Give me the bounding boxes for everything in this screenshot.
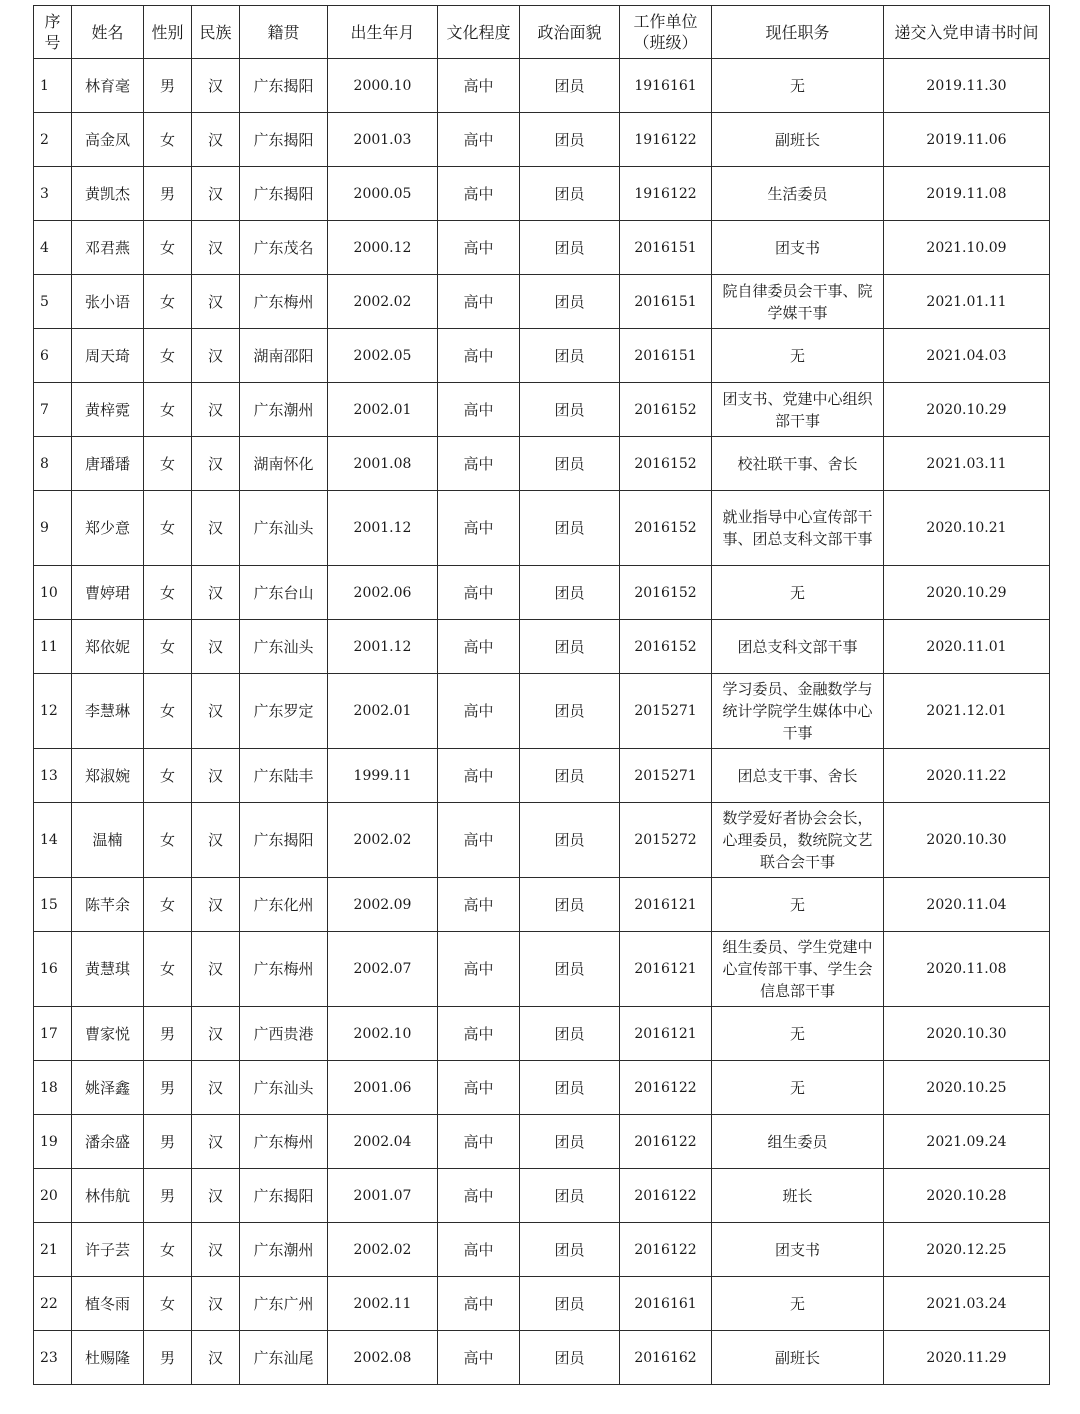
cell-application-date: 2021.10.09	[884, 221, 1050, 275]
cell-name: 曹家悦	[72, 1007, 144, 1061]
cell-political-status: 团员	[520, 329, 620, 383]
cell-index: 14	[34, 803, 72, 878]
cell-education: 高中	[438, 878, 520, 932]
cell-political-status: 团员	[520, 932, 620, 1007]
table-row	[34, 878, 1050, 932]
cell-political-status: 团员	[520, 275, 620, 329]
cell-ethnicity: 汉	[192, 1277, 240, 1331]
cell-birth-month: 2002.11	[328, 1277, 438, 1331]
cell-political-status: 团员	[520, 383, 620, 437]
header-ethnicity: 民族	[192, 6, 240, 59]
table-row	[34, 1007, 1050, 1061]
cell-index: 9	[34, 491, 72, 566]
cell-name: 周天琦	[72, 329, 144, 383]
table-row	[34, 113, 1050, 167]
cell-name: 李慧琳	[72, 674, 144, 749]
cell-work-unit: 2016152	[620, 566, 712, 620]
cell-native-place: 广东汕尾	[240, 1331, 328, 1385]
cell-birth-month: 2000.10	[328, 59, 438, 113]
cell-name: 潘余盛	[72, 1115, 144, 1169]
cell-native-place: 广东揭阳	[240, 803, 328, 878]
cell-birth-month: 2002.05	[328, 329, 438, 383]
cell-name: 林伟航	[72, 1169, 144, 1223]
cell-work-unit: 2016121	[620, 932, 712, 1007]
cell-current-position: 团支书	[712, 1223, 884, 1277]
cell-native-place: 广东揭阳	[240, 113, 328, 167]
cell-education: 高中	[438, 275, 520, 329]
cell-education: 高中	[438, 221, 520, 275]
cell-index: 8	[34, 437, 72, 491]
table-row	[34, 1169, 1050, 1223]
cell-index: 21	[34, 1223, 72, 1277]
cell-index: 6	[34, 329, 72, 383]
cell-ethnicity: 汉	[192, 566, 240, 620]
cell-political-status: 团员	[520, 674, 620, 749]
applicant-roster-sheet	[33, 5, 1049, 1385]
cell-native-place: 广东揭阳	[240, 59, 328, 113]
header-native-place: 籍贯	[240, 6, 328, 59]
cell-current-position: 无	[712, 329, 884, 383]
cell-political-status: 团员	[520, 1169, 620, 1223]
cell-work-unit: 2016152	[620, 491, 712, 566]
table-row	[34, 803, 1050, 878]
cell-birth-month: 2001.12	[328, 620, 438, 674]
cell-political-status: 团员	[520, 1223, 620, 1277]
header-gender: 性别	[144, 6, 192, 59]
table-row	[34, 491, 1050, 566]
cell-education: 高中	[438, 1277, 520, 1331]
cell-current-position: 无	[712, 1007, 884, 1061]
cell-education: 高中	[438, 674, 520, 749]
cell-current-position: 副班长	[712, 1331, 884, 1385]
cell-education: 高中	[438, 1061, 520, 1115]
cell-birth-month: 1999.11	[328, 749, 438, 803]
cell-work-unit: 2016151	[620, 221, 712, 275]
cell-education: 高中	[438, 932, 520, 1007]
table-row	[34, 221, 1050, 275]
cell-name: 杜赐隆	[72, 1331, 144, 1385]
cell-name: 曹婷珺	[72, 566, 144, 620]
cell-application-date: 2020.10.28	[884, 1169, 1050, 1223]
cell-gender: 女	[144, 878, 192, 932]
cell-gender: 男	[144, 1115, 192, 1169]
cell-ethnicity: 汉	[192, 749, 240, 803]
table-row	[34, 1115, 1050, 1169]
cell-native-place: 广西贵港	[240, 1007, 328, 1061]
cell-application-date: 2020.11.29	[884, 1331, 1050, 1385]
cell-gender: 女	[144, 620, 192, 674]
cell-ethnicity: 汉	[192, 803, 240, 878]
cell-name: 黄慧琪	[72, 932, 144, 1007]
cell-application-date: 2021.01.11	[884, 275, 1050, 329]
cell-name: 高金凤	[72, 113, 144, 167]
cell-gender: 女	[144, 437, 192, 491]
header-index: 序号	[34, 6, 72, 59]
cell-ethnicity: 汉	[192, 1169, 240, 1223]
cell-name: 姚泽鑫	[72, 1061, 144, 1115]
cell-gender: 女	[144, 1223, 192, 1277]
table-row	[34, 1061, 1050, 1115]
cell-index: 16	[34, 932, 72, 1007]
cell-application-date: 2020.12.25	[884, 1223, 1050, 1277]
table-body	[34, 59, 1050, 1385]
cell-work-unit: 1916122	[620, 113, 712, 167]
cell-gender: 男	[144, 167, 192, 221]
table-row	[34, 275, 1050, 329]
cell-index: 23	[34, 1331, 72, 1385]
cell-birth-month: 2002.08	[328, 1331, 438, 1385]
cell-ethnicity: 汉	[192, 167, 240, 221]
cell-political-status: 团员	[520, 1331, 620, 1385]
cell-work-unit: 2016122	[620, 1061, 712, 1115]
cell-name: 黄凯杰	[72, 167, 144, 221]
cell-ethnicity: 汉	[192, 383, 240, 437]
cell-ethnicity: 汉	[192, 113, 240, 167]
cell-current-position: 无	[712, 566, 884, 620]
cell-work-unit: 2016151	[620, 329, 712, 383]
cell-work-unit: 2015271	[620, 674, 712, 749]
cell-index: 17	[34, 1007, 72, 1061]
cell-native-place: 广东梅州	[240, 275, 328, 329]
cell-index: 4	[34, 221, 72, 275]
header-education: 文化程度	[438, 6, 520, 59]
table-row	[34, 620, 1050, 674]
cell-political-status: 团员	[520, 113, 620, 167]
cell-ethnicity: 汉	[192, 491, 240, 566]
cell-education: 高中	[438, 383, 520, 437]
cell-birth-month: 2002.02	[328, 275, 438, 329]
header-application-date: 递交入党申请书时间	[884, 6, 1050, 59]
cell-application-date: 2020.10.21	[884, 491, 1050, 566]
cell-gender: 女	[144, 674, 192, 749]
cell-gender: 女	[144, 566, 192, 620]
cell-native-place: 广东揭阳	[240, 1169, 328, 1223]
cell-name: 许子芸	[72, 1223, 144, 1277]
cell-name: 陈芊余	[72, 878, 144, 932]
cell-ethnicity: 汉	[192, 437, 240, 491]
cell-work-unit: 2016122	[620, 1115, 712, 1169]
cell-ethnicity: 汉	[192, 1331, 240, 1385]
table-row	[34, 674, 1050, 749]
cell-native-place: 广东梅州	[240, 1115, 328, 1169]
cell-birth-month: 2002.07	[328, 932, 438, 1007]
cell-native-place: 广东汕头	[240, 620, 328, 674]
cell-gender: 女	[144, 113, 192, 167]
cell-education: 高中	[438, 491, 520, 566]
cell-birth-month: 2001.03	[328, 113, 438, 167]
cell-political-status: 团员	[520, 803, 620, 878]
cell-name: 邓君燕	[72, 221, 144, 275]
cell-birth-month: 2002.04	[328, 1115, 438, 1169]
cell-birth-month: 2002.10	[328, 1007, 438, 1061]
cell-work-unit: 2016151	[620, 275, 712, 329]
cell-ethnicity: 汉	[192, 1061, 240, 1115]
cell-current-position: 团支书	[712, 221, 884, 275]
cell-birth-month: 2001.07	[328, 1169, 438, 1223]
cell-gender: 女	[144, 329, 192, 383]
cell-education: 高中	[438, 1115, 520, 1169]
cell-political-status: 团员	[520, 749, 620, 803]
cell-political-status: 团员	[520, 1115, 620, 1169]
cell-work-unit: 2016122	[620, 1223, 712, 1277]
cell-political-status: 团员	[520, 878, 620, 932]
cell-index: 12	[34, 674, 72, 749]
cell-birth-month: 2002.06	[328, 566, 438, 620]
cell-education: 高中	[438, 1331, 520, 1385]
cell-ethnicity: 汉	[192, 59, 240, 113]
header-name: 姓名	[72, 6, 144, 59]
table-row	[34, 59, 1050, 113]
cell-political-status: 团员	[520, 1007, 620, 1061]
cell-political-status: 团员	[520, 1277, 620, 1331]
cell-name: 黄梓霓	[72, 383, 144, 437]
cell-current-position: 就业指导中心宣传部干事、团总支科文部干事	[712, 491, 884, 566]
cell-work-unit: 2016121	[620, 878, 712, 932]
cell-education: 高中	[438, 1169, 520, 1223]
cell-ethnicity: 汉	[192, 221, 240, 275]
cell-current-position: 学习委员、金融数学与统计学院学生媒体中心干事	[712, 674, 884, 749]
table-row	[34, 932, 1050, 1007]
table-row	[34, 437, 1050, 491]
cell-index: 19	[34, 1115, 72, 1169]
cell-gender: 女	[144, 221, 192, 275]
cell-current-position: 校社联干事、舍长	[712, 437, 884, 491]
cell-current-position: 无	[712, 1061, 884, 1115]
cell-ethnicity: 汉	[192, 329, 240, 383]
cell-application-date: 2019.11.06	[884, 113, 1050, 167]
cell-index: 22	[34, 1277, 72, 1331]
header-political-status: 政治面貌	[520, 6, 620, 59]
cell-application-date: 2021.09.24	[884, 1115, 1050, 1169]
cell-political-status: 团员	[520, 566, 620, 620]
cell-ethnicity: 汉	[192, 932, 240, 1007]
cell-birth-month: 2002.01	[328, 674, 438, 749]
cell-application-date: 2019.11.08	[884, 167, 1050, 221]
cell-native-place: 广东潮州	[240, 1223, 328, 1277]
table-row	[34, 749, 1050, 803]
cell-native-place: 广东揭阳	[240, 167, 328, 221]
cell-index: 13	[34, 749, 72, 803]
cell-birth-month: 2002.01	[328, 383, 438, 437]
cell-index: 11	[34, 620, 72, 674]
cell-index: 3	[34, 167, 72, 221]
cell-ethnicity: 汉	[192, 620, 240, 674]
cell-education: 高中	[438, 1223, 520, 1277]
cell-ethnicity: 汉	[192, 674, 240, 749]
header-birth-month: 出生年月	[328, 6, 438, 59]
cell-native-place: 广东潮州	[240, 383, 328, 437]
table-row	[34, 329, 1050, 383]
cell-gender: 男	[144, 1007, 192, 1061]
cell-work-unit: 2016152	[620, 383, 712, 437]
cell-ethnicity: 汉	[192, 275, 240, 329]
cell-work-unit: 2016162	[620, 1331, 712, 1385]
cell-political-status: 团员	[520, 59, 620, 113]
cell-current-position: 数学爱好者协会会长，心理委员，数统院文艺联合会干事	[712, 803, 884, 878]
cell-current-position: 生活委员	[712, 167, 884, 221]
cell-native-place: 广东化州	[240, 878, 328, 932]
cell-birth-month: 2001.12	[328, 491, 438, 566]
cell-application-date: 2021.04.03	[884, 329, 1050, 383]
cell-ethnicity: 汉	[192, 1007, 240, 1061]
cell-education: 高中	[438, 749, 520, 803]
cell-work-unit: 2016121	[620, 1007, 712, 1061]
cell-work-unit: 2016152	[620, 620, 712, 674]
cell-current-position: 组生委员	[712, 1115, 884, 1169]
cell-current-position: 无	[712, 878, 884, 932]
cell-native-place: 广东台山	[240, 566, 328, 620]
cell-current-position: 无	[712, 59, 884, 113]
cell-current-position: 团总支干事、舍长	[712, 749, 884, 803]
cell-political-status: 团员	[520, 437, 620, 491]
cell-current-position: 副班长	[712, 113, 884, 167]
cell-native-place: 广东茂名	[240, 221, 328, 275]
cell-gender: 女	[144, 749, 192, 803]
cell-birth-month: 2001.06	[328, 1061, 438, 1115]
cell-current-position: 团总支科文部干事	[712, 620, 884, 674]
cell-current-position: 无	[712, 1277, 884, 1331]
cell-gender: 女	[144, 383, 192, 437]
cell-current-position: 组生委员、学生党建中心宣传部干事、学生会信息部干事	[712, 932, 884, 1007]
cell-index: 7	[34, 383, 72, 437]
cell-education: 高中	[438, 566, 520, 620]
cell-application-date: 2020.11.22	[884, 749, 1050, 803]
cell-name: 林育毫	[72, 59, 144, 113]
cell-index: 1	[34, 59, 72, 113]
cell-gender: 女	[144, 932, 192, 1007]
cell-native-place: 广东汕头	[240, 491, 328, 566]
cell-name: 郑淑婉	[72, 749, 144, 803]
applicant-roster-table	[33, 5, 1050, 1385]
cell-index: 15	[34, 878, 72, 932]
cell-birth-month: 2000.12	[328, 221, 438, 275]
cell-application-date: 2020.11.04	[884, 878, 1050, 932]
cell-name: 郑少意	[72, 491, 144, 566]
cell-work-unit: 2015271	[620, 749, 712, 803]
cell-name: 唐璠璠	[72, 437, 144, 491]
cell-political-status: 团员	[520, 221, 620, 275]
cell-name: 植冬雨	[72, 1277, 144, 1331]
cell-work-unit: 2016122	[620, 1169, 712, 1223]
cell-application-date: 2020.10.30	[884, 803, 1050, 878]
cell-education: 高中	[438, 437, 520, 491]
cell-birth-month: 2000.05	[328, 167, 438, 221]
cell-birth-month: 2001.08	[328, 437, 438, 491]
cell-ethnicity: 汉	[192, 1115, 240, 1169]
cell-ethnicity: 汉	[192, 878, 240, 932]
cell-education: 高中	[438, 803, 520, 878]
cell-native-place: 广东广州	[240, 1277, 328, 1331]
cell-application-date: 2019.11.30	[884, 59, 1050, 113]
cell-current-position: 团支书、党建中心组织部干事	[712, 383, 884, 437]
cell-name: 张小语	[72, 275, 144, 329]
cell-gender: 女	[144, 1277, 192, 1331]
cell-index: 10	[34, 566, 72, 620]
cell-work-unit: 2016161	[620, 1277, 712, 1331]
cell-index: 20	[34, 1169, 72, 1223]
cell-work-unit: 2016152	[620, 437, 712, 491]
cell-current-position: 院自律委员会干事、院学媒干事	[712, 275, 884, 329]
cell-index: 18	[34, 1061, 72, 1115]
cell-gender: 男	[144, 1169, 192, 1223]
cell-native-place: 广东汕头	[240, 1061, 328, 1115]
cell-education: 高中	[438, 1007, 520, 1061]
cell-native-place: 广东罗定	[240, 674, 328, 749]
cell-work-unit: 1916122	[620, 167, 712, 221]
cell-application-date: 2020.11.01	[884, 620, 1050, 674]
cell-application-date: 2020.11.08	[884, 932, 1050, 1007]
cell-native-place: 广东梅州	[240, 932, 328, 1007]
cell-native-place: 广东陆丰	[240, 749, 328, 803]
cell-name: 温楠	[72, 803, 144, 878]
header-current-position: 现任职务	[712, 6, 884, 59]
cell-gender: 女	[144, 803, 192, 878]
cell-application-date: 2021.03.24	[884, 1277, 1050, 1331]
table-row	[34, 1331, 1050, 1385]
table-row	[34, 167, 1050, 221]
cell-application-date: 2020.10.29	[884, 566, 1050, 620]
cell-political-status: 团员	[520, 620, 620, 674]
table-row	[34, 566, 1050, 620]
cell-application-date: 2021.03.11	[884, 437, 1050, 491]
cell-application-date: 2020.10.30	[884, 1007, 1050, 1061]
cell-political-status: 团员	[520, 491, 620, 566]
cell-native-place: 湖南怀化	[240, 437, 328, 491]
cell-political-status: 团员	[520, 167, 620, 221]
cell-birth-month: 2002.02	[328, 1223, 438, 1277]
cell-index: 2	[34, 113, 72, 167]
cell-work-unit: 1916161	[620, 59, 712, 113]
cell-application-date: 2020.10.29	[884, 383, 1050, 437]
cell-current-position: 班长	[712, 1169, 884, 1223]
cell-birth-month: 2002.09	[328, 878, 438, 932]
cell-application-date: 2020.10.25	[884, 1061, 1050, 1115]
cell-index: 5	[34, 275, 72, 329]
cell-name: 郑依妮	[72, 620, 144, 674]
header-work-unit: 工作单位（班级）	[620, 6, 712, 59]
cell-education: 高中	[438, 620, 520, 674]
cell-application-date: 2021.12.01	[884, 674, 1050, 749]
cell-birth-month: 2002.02	[328, 803, 438, 878]
cell-gender: 女	[144, 491, 192, 566]
table-row	[34, 1277, 1050, 1331]
table-row	[34, 1223, 1050, 1277]
cell-gender: 男	[144, 1331, 192, 1385]
cell-education: 高中	[438, 329, 520, 383]
cell-native-place: 湖南邵阳	[240, 329, 328, 383]
cell-education: 高中	[438, 59, 520, 113]
table-header-row	[34, 6, 1050, 59]
cell-gender: 女	[144, 275, 192, 329]
cell-work-unit: 2015272	[620, 803, 712, 878]
cell-ethnicity: 汉	[192, 1223, 240, 1277]
cell-gender: 男	[144, 1061, 192, 1115]
cell-political-status: 团员	[520, 1061, 620, 1115]
cell-gender: 男	[144, 59, 192, 113]
cell-education: 高中	[438, 113, 520, 167]
table-row	[34, 383, 1050, 437]
cell-education: 高中	[438, 167, 520, 221]
